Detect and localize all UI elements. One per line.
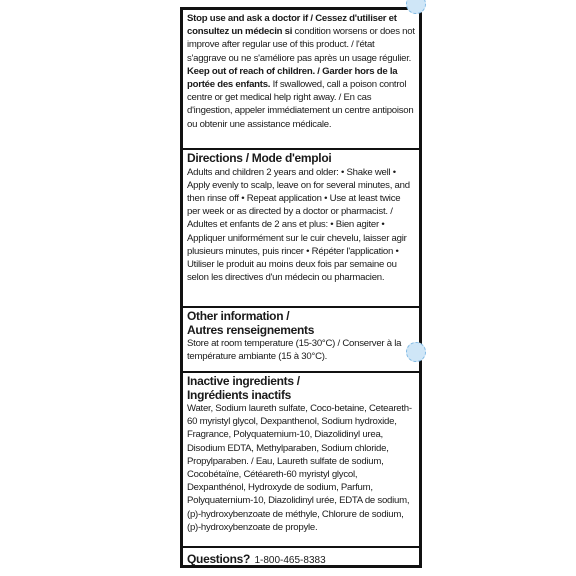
inactive-ingredients-section <box>183 373 419 548</box>
directions-heading: Directions / Mode d'emploi <box>187 151 332 165</box>
keep-out-heading: Keep out of reach of children. / Garder hors de la portée des enfants. <box>187 65 398 91</box>
inactive-ingredients-text: Water, Sodium laureth sulfate, Coco-betaine, Ceteareth-60 myristyl glycol, Dexpanthenol, Sodium hydroxide, Fragrance, Polyquaternium-10, Diazolidinyl urea, Disodium EDTA, Methylparaben, Sodium chloride, Propylparaben. / Eau, Laureth sulfate de sodium, Cocobétaïne, Cétéareth-60 myristyl glycol, Dexpanthénol, Hydroxyde de sodium, Parfum, Polyquaternium-10, Diazolidinyl urée, EDTA de sodium, (p)-hydroxybenzoate de méthyle, Chlorure de sodium, (p)-hydroxybenzoate de propyle. <box>187 403 412 533</box>
other-info-heading-line1: Other information / <box>187 309 290 323</box>
questions-section <box>183 548 419 565</box>
other-info-heading-line2: Autres renseignements <box>187 322 315 337</box>
drug-facts-label <box>180 7 422 568</box>
inactive-heading-line2: Ingrédients inactifs <box>187 387 292 402</box>
stop-use-heading: Stop use and ask a doctor if / Cessez d'utiliser et consultez un médecin si <box>187 13 397 38</box>
warnings-section <box>183 10 419 150</box>
questions-label: Questions? <box>187 552 251 565</box>
other-info-text: Store at room temperature (15-30°C) / Conserver à la température ambiante (15 à 30°C). <box>187 338 402 363</box>
decorative-dot-icon <box>406 0 426 14</box>
stop-use-text: condition worsens or does not improve after regular use of this product. / l'état s'aggrave ou ne s'améliore pas après un usage régulier. <box>187 26 415 64</box>
keep-out-text: If swallowed, call a poison control centre or get medical help right away. / En cas d'ingestion, appeler immédiatement un centre antipoison ou obtenir une assistance médicale. <box>187 79 414 130</box>
questions-phone: 1-800-465-8383 <box>254 555 326 565</box>
other-info-section <box>183 308 419 373</box>
decorative-dot-icon <box>406 342 426 362</box>
directions-section <box>183 150 419 308</box>
directions-text: Adults and children 2 years and older: • Shake well • Apply evenly to scalp, leave on for several minutes, and then rinse off • Repeat application • Use at least twice per week or as directed by a doctor or pharmacist. / Adultes et enfants de 2 ans et plus: • Bien agiter • Appliquer uniformément sur le cuir chevelu, laisser agir plusieurs minutes, puis rincer • Répéter l'application • Utiliser le produit au moins deux fois par semaine ou selon les directives d'un médecin ou pharmacien. <box>187 166 410 284</box>
inactive-heading-line1: Inactive ingredients / <box>187 374 300 388</box>
